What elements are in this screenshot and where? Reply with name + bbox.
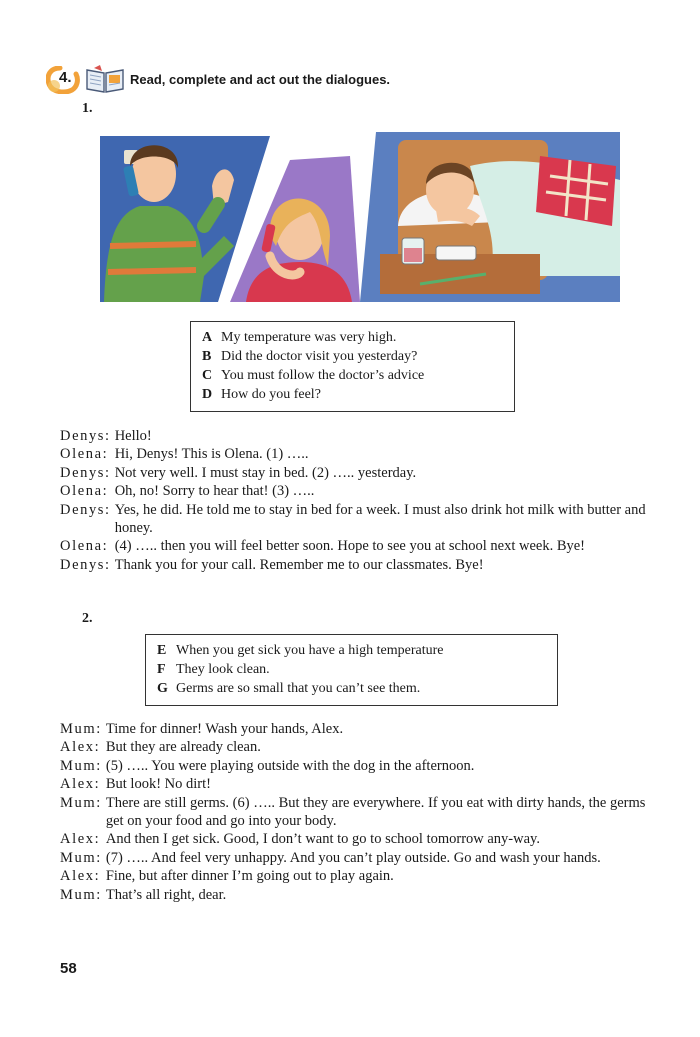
option-g: G Germs are so small that you can’t see them. <box>157 681 421 696</box>
dialogue-line: Olena: Hi, Denys! This is Olena. (1) ….. <box>60 446 309 463</box>
dialogue-1 <box>60 427 650 574</box>
dialogue-line: Alex: But they are already clean. <box>60 739 261 756</box>
option-b: B Did the doctor visit you yesterday? <box>202 349 418 364</box>
dialogue-line: Mum: (5) ….. You were playing outside with the dog in the afternoon. <box>60 757 475 774</box>
option-e: E When you get sick you have a high temperature <box>157 643 444 658</box>
dialogue-line: Denys: Not very well. I must stay in bed. (2) ….. yesterday. <box>60 464 417 481</box>
dialogue-line: Denys: Hello! <box>60 428 152 444</box>
dialogue-line: Alex: And then I get sick. Good, I don’t want to go to school tomorrow any-way. <box>60 831 540 848</box>
sick-boy-in-bed-figure <box>380 140 620 294</box>
page-number: 58 <box>60 960 77 977</box>
option-c: C You must follow the doctor’s advice <box>202 368 425 383</box>
illustration <box>100 126 620 302</box>
section-number-1: 1. <box>82 101 93 116</box>
dialogue-line: Mum: That’s all right, dear. <box>60 886 227 903</box>
dialogue-line: Mum: (7) ….. And feel very unhappy. And you can’t play outside. Go and wash your hands. <box>60 849 601 866</box>
option-f: F They look clean. <box>157 662 270 677</box>
dialogue-line: Alex: Fine, but after dinner I’m going out to play again. <box>60 868 394 885</box>
section-number-2: 2. <box>82 611 93 626</box>
dialogue-line: Olena: Oh, no! Sorry to hear that! (3) ….. <box>60 483 315 500</box>
option-a: A My temperature was very high. <box>202 330 397 345</box>
dialogue-line: Denys: Yes, he did. He told me to stay in bed for a week. I must also drink hot milk with butter and honey. <box>60 501 646 537</box>
options-box-2 <box>145 634 558 706</box>
dialogue-line: Alex: But look! No dirt! <box>60 776 211 793</box>
options-box-1 <box>190 321 515 412</box>
open-book-icon <box>84 64 126 94</box>
task-number: 4. <box>59 69 72 86</box>
task-title: Read, complete and act out the dialogues. <box>130 72 391 87</box>
dialogue-line: Mum: Time for dinner! Wash your hands, Alex. <box>60 721 344 737</box>
dialogue-line: Denys: Thank you for your call. Remember me to our classmates. Bye! <box>60 556 484 573</box>
dialogue-2 <box>60 720 650 904</box>
task-header <box>46 66 606 96</box>
dialogue-line: Mum: There are still germs. (6) ….. But they are everywhere. If you eat with dirty hands, the germs get on your food and go into your body. <box>60 794 646 830</box>
option-d: D How do you feel? <box>202 387 321 402</box>
dialogue-line: Olena: (4) ….. then you will feel better soon. Hope to see you at school next week. Bye! <box>60 538 586 555</box>
